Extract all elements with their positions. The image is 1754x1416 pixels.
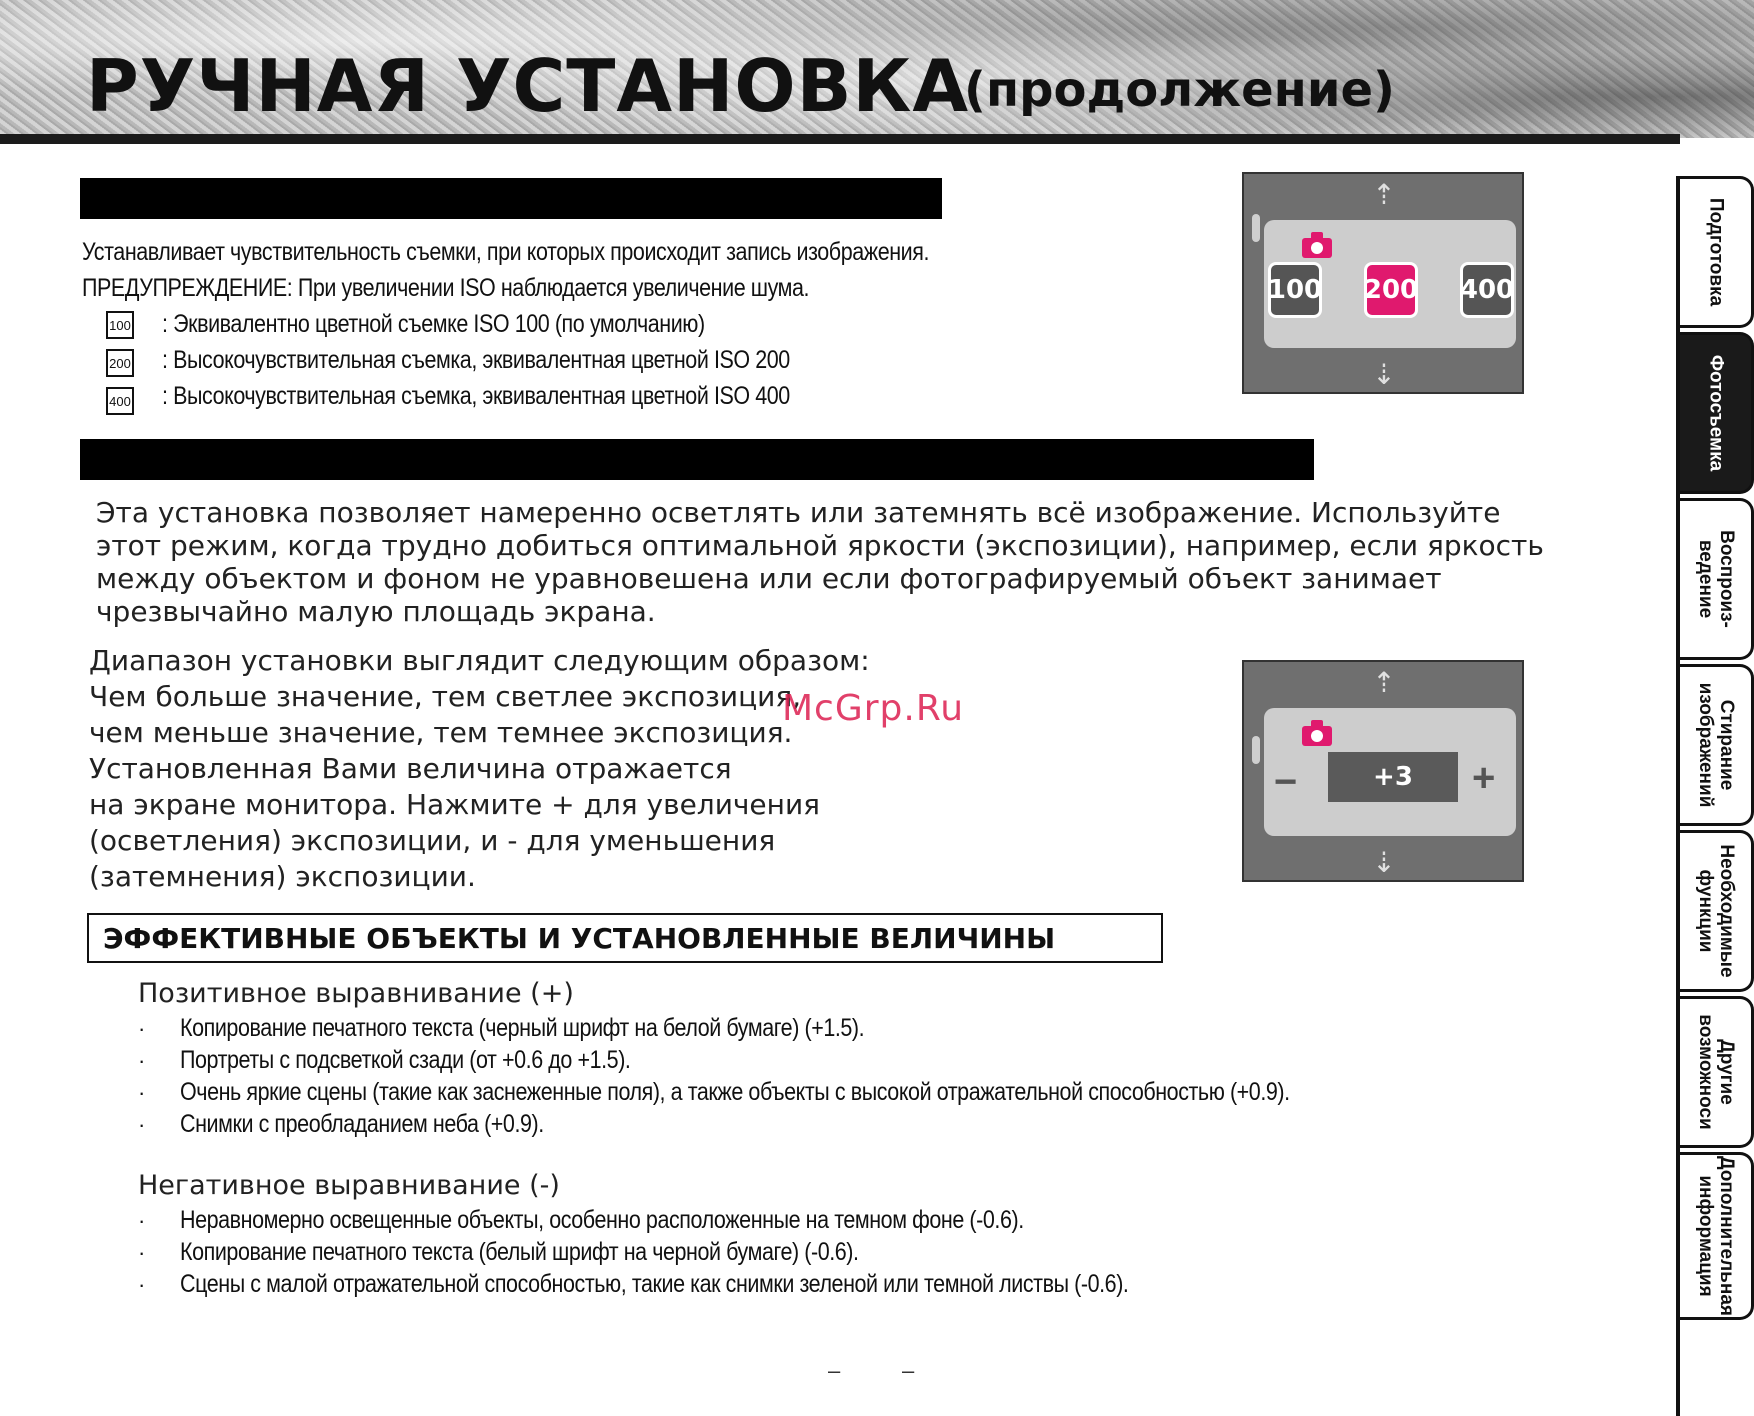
iso-panel xyxy=(1264,220,1516,348)
negative-item: Сцены с малой отражательной способностью, такие как снимки зеленой или темной листвы (-0.6). xyxy=(180,1270,1129,1298)
watermark: McGrp.Ru xyxy=(782,688,965,729)
bullet-icon: · xyxy=(138,1272,146,1297)
positive-item: Очень яркие сцены (такие как заснеженные поля), а также объекты с высокой отражательной способностью (+0.9). xyxy=(180,1078,1290,1106)
negative-item: Копирование печатного текста (белый шрифт на черной бумаге) (-0.6). xyxy=(180,1238,859,1266)
exposure-intro-line: между объектом и фоном не уравновешена или если фотографируемый объект занимает xyxy=(96,562,1442,595)
positive-item: Снимки с преобладанием неба (+0.9). xyxy=(180,1110,544,1138)
effective-heading: ЭФФЕКТИВНЫЕ ОБЪЕКТЫ И УСТАНОВЛЕННЫЕ ВЕЛИЧИНЫ xyxy=(87,913,1163,963)
exposure-range-line: Чем больше значение, тем светлее экспозиция, xyxy=(89,680,802,713)
arrow-up-icon: ⇡ xyxy=(1372,666,1396,698)
tab-additional-info[interactable] xyxy=(1680,1152,1754,1320)
iso-description: Устанавливает чувствительность съемки, при которых происходит запись изображения. xyxy=(82,238,930,266)
bullet-icon: · xyxy=(138,1112,146,1137)
iso-option-100: : Эквивалентно цветной съемке ISO 100 (по умолчанию) xyxy=(162,310,705,338)
tab-label: Другие возможноси xyxy=(1694,1014,1737,1130)
exposure-range-line: (осветления) экспозиции, и - для уменьшения xyxy=(89,824,776,857)
tab-playback[interactable] xyxy=(1680,498,1754,660)
tab-functions[interactable] xyxy=(1680,830,1754,992)
bullet-icon: · xyxy=(138,1048,146,1073)
bullet-icon: · xyxy=(138,1016,146,1041)
page-title: РУЧНАЯ УСТАНОВКА xyxy=(86,44,970,128)
page-number-right: – xyxy=(902,1358,915,1383)
minus-button[interactable]: − xyxy=(1274,760,1298,804)
camera-icon xyxy=(1302,238,1332,258)
tab-other[interactable] xyxy=(1680,996,1754,1148)
camera-icon xyxy=(1302,726,1332,746)
tab-photography[interactable] xyxy=(1680,332,1754,494)
exposure-intro-line: Эта установка позволяет намеренно осветлять или затемнять всё изображение. Используйте xyxy=(96,496,1501,529)
arrow-up-icon: ⇡ xyxy=(1372,178,1396,210)
iso-400-icon: 400 xyxy=(106,387,134,415)
exposure-intro-line: чрезвычайно малую площадь экрана. xyxy=(96,595,656,628)
negative-item: Неравномерно освещенные объекты, особенно расположенные на темном фоне (-0.6). xyxy=(180,1206,1024,1234)
page-number-left: – xyxy=(828,1358,841,1383)
positive-item: Портреты с подсветкой сзади (от +0.6 до +1.5). xyxy=(180,1046,631,1074)
iso-warning: ПРЕДУПРЕЖДЕНИЕ: При увеличении ISO наблюдается увеличение шума. xyxy=(82,274,810,302)
header-rule xyxy=(0,134,1680,144)
iso-200-icon: 200 xyxy=(106,349,134,377)
page-subtitle: (продолжение) xyxy=(964,62,1395,118)
iso-option-400: : Высокочувствительная съемка, эквивалентная цветной ISO 400 xyxy=(162,382,790,410)
exposure-value: +3 xyxy=(1328,752,1458,802)
scrollbar xyxy=(1252,736,1260,764)
bullet-icon: · xyxy=(138,1080,146,1105)
exposure-intro-line: этот режим, когда трудно добиться оптимальной яркости (экспозиции), например, если яркость xyxy=(96,529,1544,562)
arrow-down-icon: ⇣ xyxy=(1372,846,1396,878)
iso-option-200: : Высокочувствительная съемка, эквивалентная цветной ISO 200 xyxy=(162,346,790,374)
exposure-range-line: Установленная Вами величина отражается xyxy=(89,752,732,785)
exposure-range-line: на экране монитора. Нажмите + для увеличения xyxy=(89,788,821,821)
iso-200-button[interactable]: 200 xyxy=(1364,262,1418,318)
tab-preparation[interactable] xyxy=(1680,176,1754,328)
tab-label: Стирание изображений xyxy=(1694,682,1737,808)
tab-label: Подготовка xyxy=(1705,197,1726,307)
bullet-icon: · xyxy=(138,1240,146,1265)
iso-100-icon: 100 xyxy=(106,311,134,339)
plus-button[interactable]: + xyxy=(1472,756,1496,800)
exposure-lcd-screen xyxy=(1242,660,1524,882)
positive-item: Копирование печатного текста (черный шрифт на белой бумаге) (+1.5). xyxy=(180,1014,865,1042)
scrollbar xyxy=(1252,214,1260,242)
positive-title: Позитивное выравнивание (+) xyxy=(138,978,574,1009)
tab-label: Необходимые функции xyxy=(1694,844,1737,978)
iso-section-bar xyxy=(80,178,942,219)
tab-erasing[interactable] xyxy=(1680,664,1754,826)
exposure-section-bar xyxy=(80,439,1314,480)
exposure-panel xyxy=(1264,708,1516,836)
exposure-range-line: (затемнения) экспозиции. xyxy=(89,860,476,893)
tab-label: Фотосъемка xyxy=(1705,354,1726,472)
negative-title: Негативное выравнивание (-) xyxy=(138,1170,560,1201)
iso-100-button[interactable]: 100 xyxy=(1268,262,1322,318)
tab-label: Воспроиз- ведение xyxy=(1694,530,1737,628)
exposure-range-line: чем меньше значение, тем темнее экспозиция. xyxy=(89,716,793,749)
iso-lcd-screen xyxy=(1242,172,1524,394)
arrow-down-icon: ⇣ xyxy=(1372,358,1396,390)
tab-label: Дополнительная информация xyxy=(1694,1156,1737,1316)
iso-400-button[interactable]: 400 xyxy=(1460,262,1514,318)
bullet-icon: · xyxy=(138,1208,146,1233)
exposure-range-line: Диапазон установки выглядит следующим образом: xyxy=(89,644,870,677)
